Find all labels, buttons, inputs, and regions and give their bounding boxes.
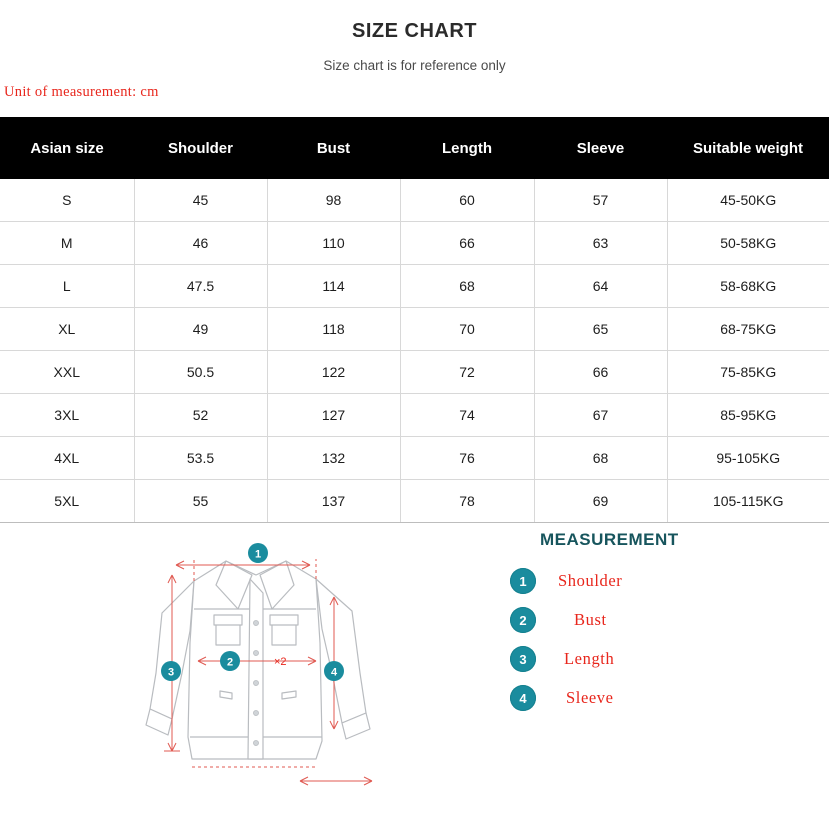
measurement-legend — [510, 530, 810, 724]
cell-sleeve: 68 — [534, 437, 667, 480]
cell-size: XXL — [0, 351, 134, 394]
cell-length: 74 — [400, 394, 534, 437]
cell-bust: 122 — [267, 351, 400, 394]
jacket-outline — [146, 561, 370, 759]
cell-sleeve: 65 — [534, 308, 667, 351]
legend-item-shoulder — [510, 568, 810, 594]
table-header — [0, 117, 829, 179]
jacket-diagram — [120, 523, 410, 803]
cell-length: 78 — [400, 480, 534, 523]
cell-bust: 98 — [267, 179, 400, 222]
table-row — [0, 308, 829, 351]
column-header-shoulder: Shoulder — [134, 117, 267, 179]
table-body — [0, 179, 829, 523]
measurement-section — [0, 505, 829, 829]
legend-item-bust — [510, 607, 810, 633]
cell-length: 70 — [400, 308, 534, 351]
cell-shoulder: 46 — [134, 222, 267, 265]
cell-weight: 68-75KG — [667, 308, 829, 351]
badge-4-icon: 4 — [510, 685, 536, 711]
table-header-row — [0, 117, 829, 179]
cell-shoulder: 50.5 — [134, 351, 267, 394]
svg-text:2: 2 — [226, 656, 234, 669]
cell-weight: 45-50KG — [667, 179, 829, 222]
column-header-bust: Bust — [267, 117, 400, 179]
cell-shoulder: 47.5 — [134, 265, 267, 308]
page-subtitle: Size chart is for reference only — [323, 58, 506, 73]
cell-size: 5XL — [0, 480, 134, 523]
unit-of-measurement-note: Unit of measurement: cm — [4, 84, 159, 100]
cell-weight: 105-115KG — [667, 480, 829, 523]
table-row — [0, 179, 829, 222]
svg-text:1: 1 — [254, 548, 262, 561]
cell-bust: 127 — [267, 394, 400, 437]
cell-length: 60 — [400, 179, 534, 222]
jacket-illustration-svg — [120, 523, 410, 803]
legend-item-sleeve — [510, 685, 810, 711]
cell-length: 76 — [400, 437, 534, 480]
cell-shoulder: 52 — [134, 394, 267, 437]
cell-bust: 137 — [267, 480, 400, 523]
column-header-suitable-weight: Suitable weight — [667, 117, 829, 179]
table-row — [0, 222, 829, 265]
cell-length: 68 — [400, 265, 534, 308]
cell-weight: 85-95KG — [667, 394, 829, 437]
badge-3-icon: 3 — [510, 646, 536, 672]
cell-weight: 75-85KG — [667, 351, 829, 394]
cell-bust: 132 — [267, 437, 400, 480]
column-header-sleeve: Sleeve — [534, 117, 667, 179]
table-row — [0, 351, 829, 394]
table-row — [0, 437, 829, 480]
cell-shoulder: 49 — [134, 308, 267, 351]
cell-sleeve: 67 — [534, 394, 667, 437]
cell-size: L — [0, 265, 134, 308]
cell-bust: 110 — [267, 222, 400, 265]
cell-size: XL — [0, 308, 134, 351]
cell-shoulder: 55 — [134, 480, 267, 523]
cell-sleeve: 69 — [534, 480, 667, 523]
legend-item-length — [510, 646, 810, 672]
legend-label-sleeve: Sleeve — [566, 688, 614, 707]
cell-length: 66 — [400, 222, 534, 265]
column-header-asian-size: Asian size — [0, 117, 134, 179]
legend-label-length: Length — [564, 649, 615, 668]
page-title: SIZE CHART — [352, 20, 477, 42]
cell-size: M — [0, 222, 134, 265]
badge-1-icon: 1 — [510, 568, 536, 594]
table-row — [0, 265, 829, 308]
cell-weight: 95-105KG — [667, 437, 829, 480]
cell-size: 4XL — [0, 437, 134, 480]
cell-length: 72 — [400, 351, 534, 394]
cell-bust: 114 — [267, 265, 400, 308]
size-chart-table — [0, 117, 829, 523]
cell-shoulder: 45 — [134, 179, 267, 222]
cell-shoulder: 53.5 — [134, 437, 267, 480]
bottom-margin — [0, 815, 829, 829]
table-row — [0, 394, 829, 437]
cell-weight: 50-58KG — [667, 222, 829, 265]
cell-sleeve: 63 — [534, 222, 667, 265]
legend-label-bust: Bust — [574, 610, 607, 629]
column-header-length: Length — [400, 117, 534, 179]
legend-label-shoulder: Shoulder — [558, 571, 623, 590]
svg-text:4: 4 — [330, 666, 338, 679]
cell-sleeve: 66 — [534, 351, 667, 394]
bust-x2-note: ×2 — [274, 656, 287, 668]
cell-bust: 118 — [267, 308, 400, 351]
cell-sleeve: 64 — [534, 265, 667, 308]
svg-text:3: 3 — [167, 666, 175, 679]
cell-sleeve: 57 — [534, 179, 667, 222]
cell-size: S — [0, 179, 134, 222]
badge-2-icon: 2 — [510, 607, 536, 633]
cell-size: 3XL — [0, 394, 134, 437]
measurement-legend-title: MEASUREMENT — [540, 530, 679, 549]
cell-weight: 58-68KG — [667, 265, 829, 308]
